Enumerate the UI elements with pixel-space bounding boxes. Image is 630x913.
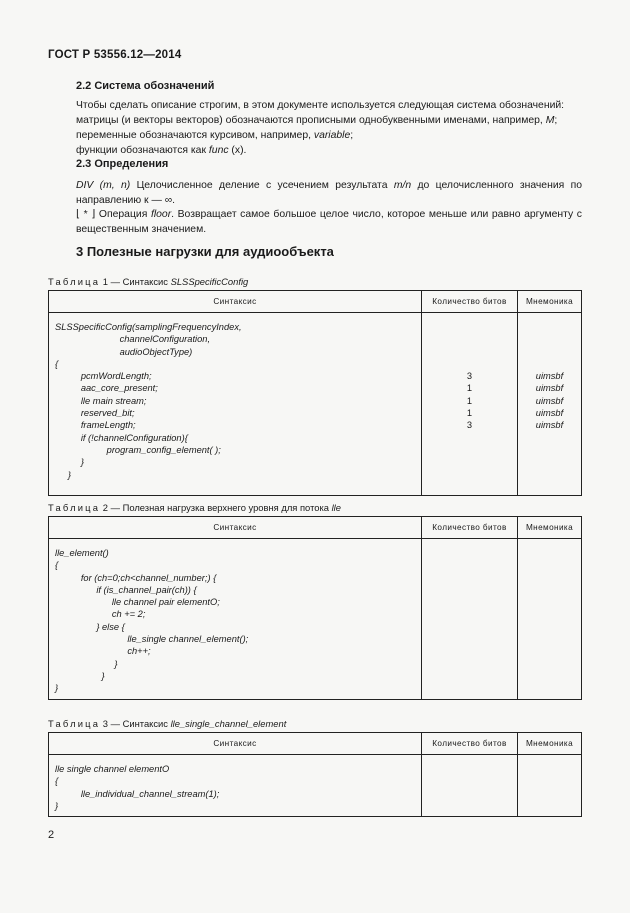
column-header-mnemonic: Мнемоника <box>518 733 582 755</box>
table-3-bits <box>422 755 518 817</box>
definition-floor: ⌊ * ⌋ Операция floor. Возвращает самое большое целое число, которое меньше или равно аргументу с вещественным значением. <box>76 209 583 235</box>
column-header-syntax: Синтаксис <box>49 733 422 755</box>
section-3-title: 3 Полезные нагрузки для аудиообъекта <box>76 244 334 259</box>
column-header-syntax: Синтаксис <box>49 291 422 313</box>
table-2-mnemonics <box>518 539 582 700</box>
table-2 <box>48 516 582 700</box>
column-header-mnemonic: Мнемоника <box>518 291 582 313</box>
table-1-caption: Таблица 1 — Синтаксис SLSSpecificConfig <box>48 276 249 287</box>
table-1-mnemonics: uimsbf uimsbf uimsbf uimsbf uimsbf <box>518 313 582 496</box>
table-1-bits: 3 1 1 1 3 <box>422 313 518 496</box>
table-3-mnemonics <box>518 755 582 817</box>
column-header-bits: Количество битов <box>422 517 518 539</box>
page-number: 2 <box>48 829 55 841</box>
table-2-caption: Таблица 2 — Полезная нагрузка верхнего уровня для потока lle <box>48 502 341 513</box>
table-2-bits <box>422 539 518 700</box>
table-1-syntax-code: SLSSpecificConfig(samplingFrequencyIndex, channelConfiguration, audioObjectType) { pcmWordLength; aac_core_present; lle main stream; reserved_bit; frameLength; if (!channelConfiguration){ program_config_element( ); } } <box>49 313 422 496</box>
column-header-syntax: Синтаксис <box>49 517 422 539</box>
column-header-bits: Количество битов <box>422 733 518 755</box>
section-2-3-title: 2.3 Определения <box>76 158 169 170</box>
document-header: ГОСТ Р 53556.12—2014 <box>48 49 182 61</box>
table-3 <box>48 732 582 817</box>
table-3-syntax-code: lle single channel elementO { lle_individual_channel_stream(1); } <box>49 755 422 817</box>
section-2-2-title: 2.2 Система обозначений <box>76 80 215 92</box>
notation-line-4: функции обозначаются как func (x). <box>76 145 247 156</box>
notation-line-3: переменные обозначаются курсивом, например, variable; <box>76 130 354 141</box>
table-3-caption: Таблица 3 — Синтаксис lle_single_channel_element <box>48 718 287 729</box>
notation-line-1: Чтобы сделать описание строгим, в этом документе используется следующая система обозначений: <box>76 100 565 111</box>
table-1 <box>48 290 582 496</box>
column-header-bits: Количество битов <box>422 291 518 313</box>
definition-div: DIV (m, n) Целочисленное деление с усечением результата m/n до целочисленного значения по направлению к — ∞. <box>76 180 582 206</box>
section-2-2-text <box>76 98 582 158</box>
notation-line-2: матрицы (и векторы векторов) обозначаются прописными однобуквенными именами, например, M; <box>76 115 558 126</box>
column-header-mnemonic: Мнемоника <box>518 517 582 539</box>
table-2-syntax-code: lle_element() { for (ch=0;ch<channel_number;) { if (is_channel_pair(ch)) { lle channel pair elementO; ch += 2; } else { lle_single channel_element(); ch++; } } } <box>49 539 422 700</box>
